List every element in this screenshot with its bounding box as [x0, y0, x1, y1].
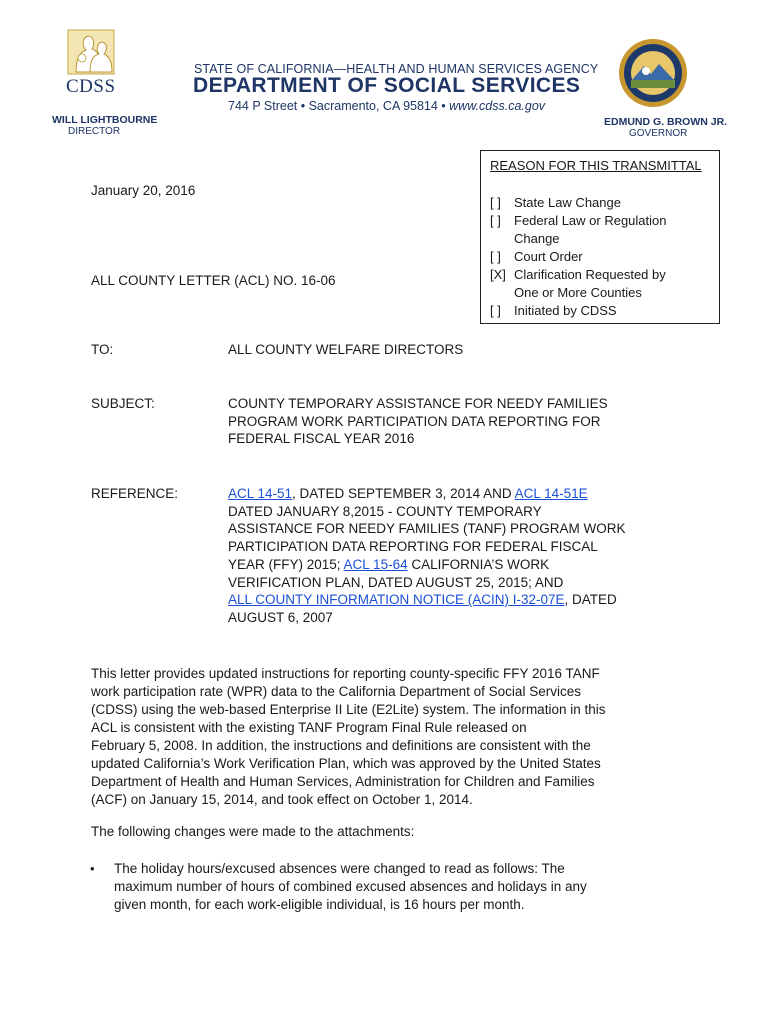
reason-item [490, 248, 718, 266]
reason-item [490, 266, 690, 302]
bullet-marker: • [90, 861, 95, 876]
cdss-logo-text: CDSS [66, 76, 116, 97]
body-line: work participation rate (WPR) data to the California Department of Social Services [91, 684, 581, 699]
agency-name: STATE OF CALIFORNIA—HEALTH AND HUMAN SERVICES AGENCY [194, 62, 599, 76]
reference-label: REFERENCE: [91, 486, 179, 501]
reason-item [490, 302, 718, 320]
subject-label: SUBJECT: [91, 396, 155, 411]
subject-text [228, 395, 688, 448]
transmittal-box [480, 150, 720, 324]
transmittal-title: REASON FOR THIS TRANSMITTAL [490, 158, 702, 173]
reason-label: Initiated by CDSS [514, 303, 617, 318]
reason-checkbox: [ ] [490, 195, 501, 210]
subject-line: FEDERAL FISCAL YEAR 2016 [228, 431, 415, 447]
reference-fragment: , DATED [564, 592, 617, 608]
body-line: This letter provides updated instructions for reporting county-specific FFY 2016 TANF [91, 666, 600, 681]
acl-number: ALL COUNTY LETTER (ACL) NO. 16-06 [91, 273, 336, 288]
bullet-line: maximum number of hours of combined excused absences and holidays in any [114, 879, 587, 894]
california-seal [618, 38, 688, 108]
acin-i-32-07e-link[interactable]: ALL COUNTY INFORMATION NOTICE (ACIN) I-32-07E [228, 592, 565, 608]
reason-checkbox: [ ] [490, 213, 501, 228]
changes-intro: The following changes were made to the attachments: [91, 824, 415, 839]
reference-fragment: PARTICIPATION DATA REPORTING FOR FEDERAL FISCAL [228, 539, 598, 555]
letter-date: January 20, 2016 [91, 183, 196, 198]
reason-item [490, 194, 718, 212]
acl-14-51e-link[interactable]: ACL 14-51E [514, 486, 588, 501]
acl-14-51-link[interactable]: ACL 14-51 [228, 486, 293, 501]
state-seal-icon [618, 38, 688, 108]
reason-label: Court Order [514, 249, 583, 264]
reference-fragment: AUGUST 6, 2007 [228, 609, 333, 625]
bullet-line: given month, for each work-eligible individual, is 16 hours per month. [114, 897, 525, 912]
subject-line: PROGRAM WORK PARTICIPATION DATA REPORTING FOR [228, 413, 601, 429]
body-line: (CDSS) using the web-based Enterprise II Lite (E2Lite) system. The information in this [91, 702, 606, 717]
reason-label: Federal Law or Regulation Change [514, 213, 667, 246]
body-line: updated California’s Work Verification Plan, which was approved by the United States [91, 756, 601, 771]
reason-label: State Law Change [514, 195, 621, 210]
reference-fragment: ASSISTANCE FOR NEEDY FAMILIES (TANF) PROGRAM WORK [228, 521, 626, 537]
reference-fragment: CALIFORNIA’S WORK [407, 556, 550, 572]
body-line: Department of Health and Human Services, Administration for Children and Families [91, 774, 595, 789]
reference-fragment: DATED JANUARY 8,2015 - COUNTY TEMPORARY [228, 503, 542, 519]
body-paragraph [91, 665, 681, 809]
director-title: DIRECTOR [68, 126, 121, 137]
acl-15-64-link[interactable]: ACL 15-64 [343, 556, 408, 572]
reason-checkbox: [ ] [490, 303, 501, 318]
website-link[interactable]: www.cdss.ca.gov [449, 99, 546, 113]
body-line: (ACF) on January 15, 2014, and took effect on October 1, 2014. [91, 792, 473, 807]
director-name: WILL LIGHTBOURNE [52, 114, 158, 126]
reason-checkbox: [X] [490, 267, 506, 282]
to-label: TO: [91, 342, 114, 357]
reference-fragment: VERIFICATION PLAN, DATED AUGUST 25, 2015; AND [228, 574, 564, 590]
cdss-logo [62, 28, 120, 106]
reason-item [490, 212, 680, 248]
bullet-line: The holiday hours/excused absences were changed to read as follows: The [114, 861, 565, 876]
body-line: February 5, 2008. In addition, the instructions and definitions are consistent with the [91, 738, 591, 753]
subject-line: COUNTY TEMPORARY ASSISTANCE FOR NEEDY FAMILIES [228, 396, 608, 411]
to-value: ALL COUNTY WELFARE DIRECTORS [228, 342, 464, 357]
reference-text [228, 485, 698, 627]
reference-fragment: , DATED SEPTEMBER 3, 2014 AND [292, 486, 515, 501]
governor-name: EDMUND G. BROWN JR. [604, 116, 728, 128]
governor-title: GOVERNOR [629, 128, 688, 139]
street-address: 744 P Street • Sacramento, CA 95814 • [228, 99, 450, 113]
transmittal-reasons [490, 194, 718, 320]
department-address [228, 99, 545, 113]
change-bullet [114, 860, 674, 914]
body-line: ACL is consistent with the existing TANF Program Final Rule released on [91, 720, 527, 735]
department-name: DEPARTMENT OF SOCIAL SERVICES [193, 74, 581, 97]
reference-fragment: YEAR (FFY) 2015; [228, 556, 344, 572]
reason-label: Clarification Requested by One or More Counties [514, 267, 666, 300]
reason-checkbox: [ ] [490, 249, 501, 264]
